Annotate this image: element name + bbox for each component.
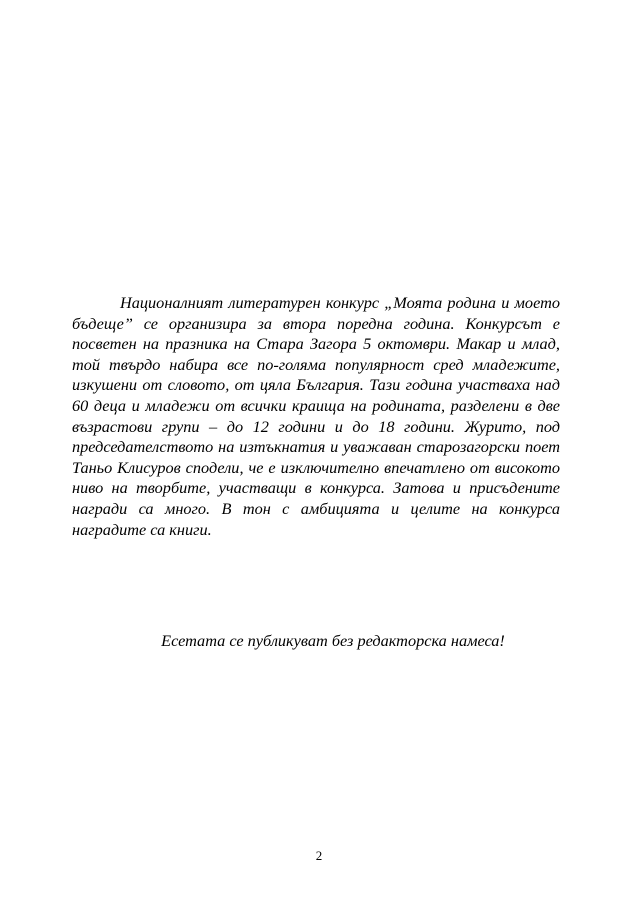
editorial-note: Есетата се публикуват без редакторска намеса! <box>161 631 505 650</box>
intro-paragraph: Националният литературен конкурс „Моята родина и моето бъдеще” се организира за втора поредна година. Конкурсът е посветен на празника на Стара Загора 5 октомври. Макар и млад, той твърдо набира все по-голяма популярност сред младежите, изкушени от словото, от цяла България. Тази година участваха над 60 деца и младежи от всички краища на родината, разделени в две възрастови групи – до 12 години и до 18 години. Журито, под председателството на изтъкнатия и уважаван старозагорски поет Таньо Клисуров сподели, че е изключително впечатлено от високото ниво на творбите, участващи в конкурса. Затова и присъдените награди са много. В тон с амбицията и целите на конкурса наградите са книги. <box>72 293 560 539</box>
page-number: 2 <box>315 848 323 863</box>
